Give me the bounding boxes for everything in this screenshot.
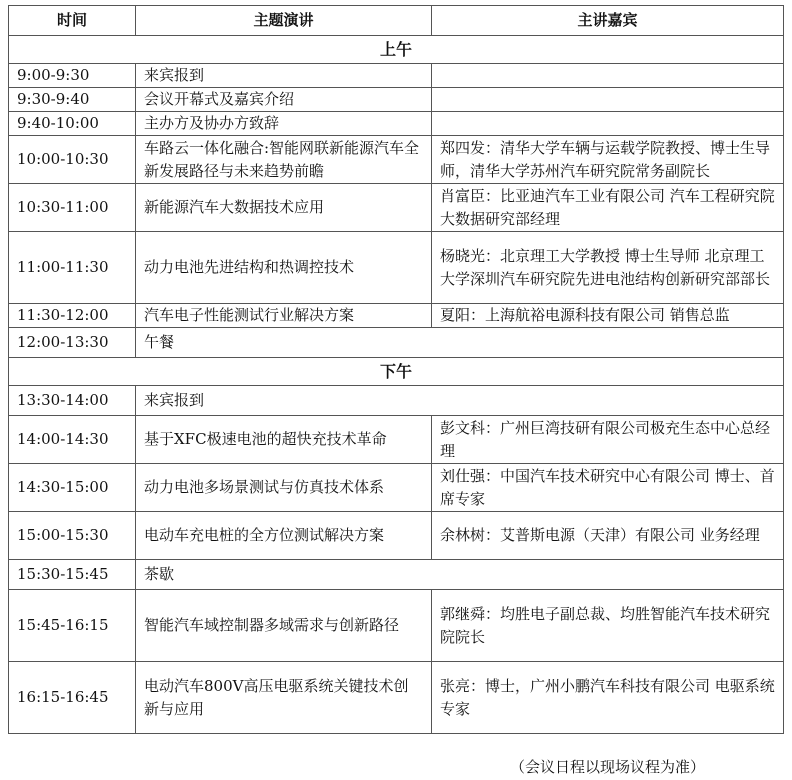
table-row [9, 304, 784, 328]
topic-cell: 来宾报到 [136, 386, 784, 416]
time-cell: 15:30-15:45 [9, 560, 136, 590]
time-cell: 11:30-12:00 [9, 304, 136, 328]
topic-cell: 智能汽车域控制器多域需求与创新路径 [136, 590, 432, 662]
table-row [9, 560, 784, 590]
table-row [9, 590, 784, 662]
time-cell: 15:45-16:15 [9, 590, 136, 662]
speaker-cell: 肖富臣：比亚迪汽车工业有限公司 汽车工程研究院 大数据研究部经理 [432, 184, 784, 232]
topic-cell: 午餐 [136, 328, 784, 358]
speaker-cell: 杨晓光：北京理工大学教授 博士生导师 北京理工大学深圳汽车研究院先进电池结构创新研究部部长 [432, 232, 784, 304]
time-cell: 13:30-14:00 [9, 386, 136, 416]
topic-cell: 主办方及协办方致辞 [136, 112, 432, 136]
topic-cell: 基于XFC极速电池的超快充技术革命 [136, 416, 432, 464]
table-row [9, 416, 784, 464]
time-cell: 14:00-14:30 [9, 416, 136, 464]
topic-cell: 汽车电子性能测试行业解决方案 [136, 304, 432, 328]
table-row [9, 328, 784, 358]
table-row [9, 88, 784, 112]
agenda-table [8, 5, 784, 734]
header-speaker: 主讲嘉宾 [432, 6, 784, 36]
topic-cell: 电动汽车800V高压电驱系统关键技术创新与应用 [136, 662, 432, 734]
speaker-cell [432, 64, 784, 88]
speaker-cell: 郑四发：清华大学车辆与运载学院教授、博士生导师，清华大学苏州汽车研究院常务副院长 [432, 136, 784, 184]
speaker-cell: 余林树：艾普斯电源（天津）有限公司 业务经理 [432, 512, 784, 560]
table-row [9, 386, 784, 416]
table-row [9, 232, 784, 304]
time-cell: 14:30-15:00 [9, 464, 136, 512]
topic-cell: 动力电池多场景测试与仿真技术体系 [136, 464, 432, 512]
time-cell: 9:40-10:00 [9, 112, 136, 136]
afternoon-section-label: 下午 [9, 358, 784, 386]
time-cell: 11:00-11:30 [9, 232, 136, 304]
time-cell: 16:15-16:45 [9, 662, 136, 734]
speaker-cell [432, 112, 784, 136]
time-cell: 9:00-9:30 [9, 64, 136, 88]
speaker-cell: 彭文科：广州巨湾技研有限公司极充生态中心总经理 [432, 416, 784, 464]
time-cell: 15:00-15:30 [9, 512, 136, 560]
table-row [9, 464, 784, 512]
header-time: 时间 [9, 6, 136, 36]
topic-cell: 新能源汽车大数据技术应用 [136, 184, 432, 232]
agenda-note: （会议日程以现场议程为准） [510, 758, 706, 776]
topic-cell: 动力电池先进结构和热调控技术 [136, 232, 432, 304]
time-cell: 10:00-10:30 [9, 136, 136, 184]
table-row [9, 64, 784, 88]
topic-cell: 车路云一体化融合:智能网联新能源汽车全新发展路径与未来趋势前瞻 [136, 136, 432, 184]
table-row [9, 512, 784, 560]
topic-cell: 电动车充电桩的全方位测试解决方案 [136, 512, 432, 560]
morning-section-label: 上午 [9, 36, 784, 64]
table-row [9, 184, 784, 232]
topic-cell: 会议开幕式及嘉宾介绍 [136, 88, 432, 112]
table-row [9, 662, 784, 734]
header-topic: 主题演讲 [136, 6, 432, 36]
speaker-cell: 夏阳：上海航裕电源科技有限公司 销售总监 [432, 304, 784, 328]
time-cell: 12:00-13:30 [9, 328, 136, 358]
topic-cell: 来宾报到 [136, 64, 432, 88]
time-cell: 10:30-11:00 [9, 184, 136, 232]
speaker-cell [432, 88, 784, 112]
speaker-cell: 郭继舜：均胜电子副总裁、均胜智能汽车技术研究院院长 [432, 590, 784, 662]
speaker-cell: 张亮：博士，广州小鹏汽车科技有限公司 电驱系统专家 [432, 662, 784, 734]
speaker-cell: 刘仕强：中国汽车技术研究中心有限公司 博士、首席专家 [432, 464, 784, 512]
table-row [9, 136, 784, 184]
topic-cell: 茶歇 [136, 560, 784, 590]
time-cell: 9:30-9:40 [9, 88, 136, 112]
table-row [9, 112, 784, 136]
